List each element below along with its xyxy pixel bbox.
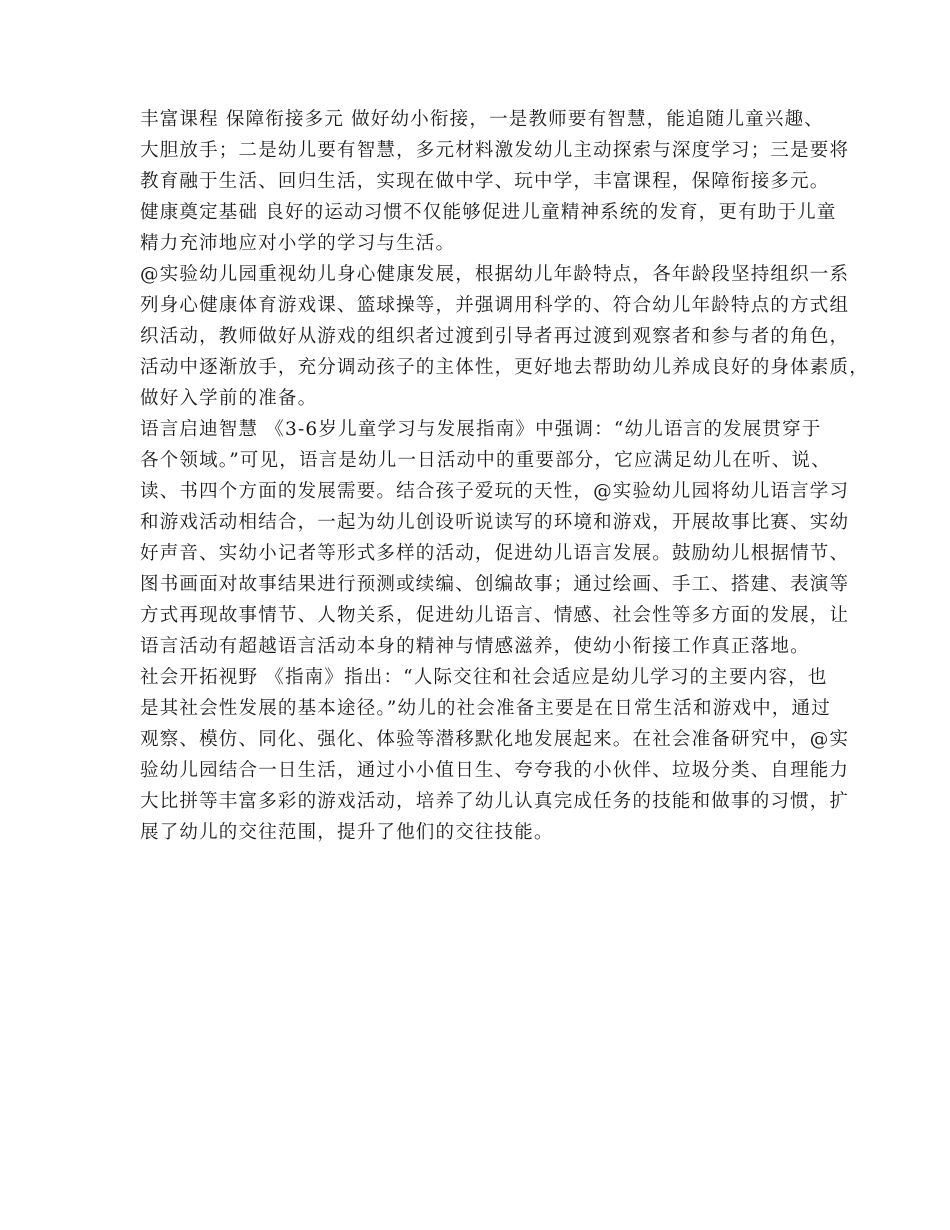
text-line: 读、书四个方面的发展需要。结合孩子爱玩的天性，@实验幼儿园将幼儿语言学习 xyxy=(140,481,850,502)
text-line: 丰富课程 保障衔接多元 做好幼小衔接，一是教师要有智慧，能追随儿童兴趣、 xyxy=(140,109,824,130)
text-line: 语言活动有超越语言活动本身的精神与情感滋养，使幼小衔接工作真正落地。 xyxy=(140,636,810,657)
text-line: 做好入学前的准备。 xyxy=(140,388,318,409)
text-line: 各个领域。”可见，语言是幼儿一日活动中的重要部分，它应满足幼儿在听、说、 xyxy=(140,450,831,471)
text-line: 大胆放手；二是幼儿要有智慧，多元材料激发幼儿主动探索与深度学习；三是要将 xyxy=(140,140,850,161)
text-line: 语言启迪智慧 《3-6岁儿童学习与发展指南》中强调：“幼儿语言的发展贯穿于 xyxy=(140,419,822,440)
text-line: 观察、模仿、同化、强化、体验等潜移默化地发展起来。在社会准备研究中，@实 xyxy=(140,729,850,750)
text-line: 精力充沛地应对小学的学习与生活。 xyxy=(140,233,456,254)
text-line: @实验幼儿园重视幼儿身心健康发展，根据幼儿年龄特点，各年龄段坚持组织一系 xyxy=(140,264,850,285)
text-line: 列身心健康体育游戏课、篮球操等，并强调用科学的、符合幼儿年龄特点的方式组 xyxy=(140,295,850,316)
text-line: 验幼儿园结合一日生活，通过小小值日生、夸夸我的小伙伴、垃圾分类、自理能力 xyxy=(140,760,850,781)
text-line: 大比拼等丰富多彩的游戏活动，培养了幼儿认真完成任务的技能和做事的习惯，扩 xyxy=(140,791,850,812)
text-line: 织活动，教师做好从游戏的组织者过渡到引导者再过渡到观察者和参与者的角色， xyxy=(140,326,850,347)
text-line: 图书画面对故事结果进行预测或续编、创编故事；通过绘画、手工、搭建、表演等 xyxy=(140,574,850,595)
text-line: 方式再现故事情节、人物关系，促进幼儿语言、情感、社会性等多方面的发展，让 xyxy=(140,605,850,626)
text-line: 社会开拓视野 《指南》指出：“人际交往和社会适应是幼儿学习的主要内容，也 xyxy=(140,667,828,688)
text-line: 展了幼儿的交往范围，提升了他们的交往技能。 xyxy=(140,822,554,843)
text-line: 教育融于生活、回归生活，实现在做中学、玩中学，丰富课程，保障衔接多元。 xyxy=(140,171,830,192)
body-text xyxy=(140,104,869,848)
text-line: 和游戏活动相结合，一起为幼儿创设听说读写的环境和游戏，开展故事比赛、实幼 xyxy=(140,512,850,533)
text-line: 活动中逐渐放手，充分调动孩子的主体性，更好地去帮助幼儿养成良好的身体素质， xyxy=(140,357,869,378)
text-line: 健康奠定基础 良好的运动习惯不仅能够促进儿童精神系统的发育，更有助于儿童 xyxy=(140,202,837,223)
text-line: 好声音、实幼小记者等形式多样的活动，促进幼儿语言发展。鼓励幼儿根据情节、 xyxy=(140,543,850,564)
text-line: 是其社会性发展的基本途径。”幼儿的社会准备主要是在日常生活和游戏中，通过 xyxy=(140,698,831,719)
